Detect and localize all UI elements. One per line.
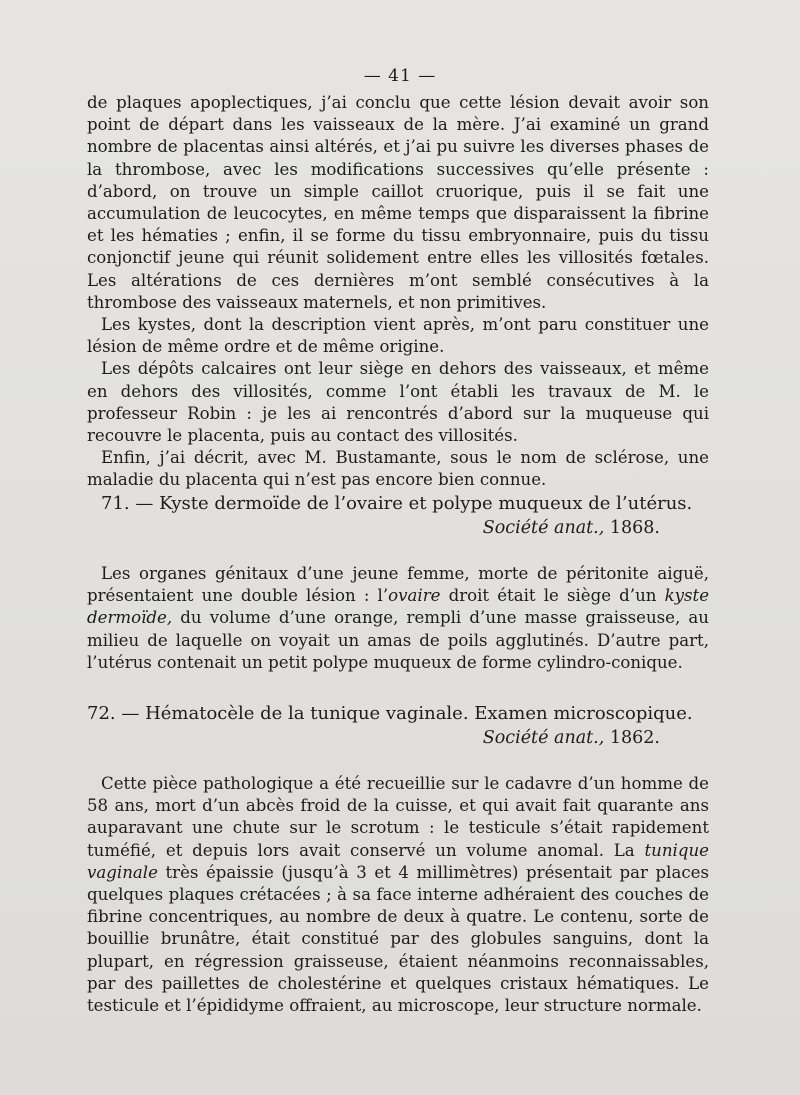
entry-72-text-a: Cette pièce pathologique a été recueillie sur le cadavre d’un homme de 58 ans, mort d’un abcès froid de la cuisse, et qui avait fait quarante ans auparavant une chute sur le scrotum : le testicule s’était rapidement tuméfié, et depuis lors avait conservé un volume anomal. La — [87, 774, 709, 860]
intro-paragraph-4: Enfin, j’ai décrit, avec M. Bustamante, sous le nom de sclérose, une maladie du placenta qui n’est pas encore bien connue. — [87, 448, 709, 490]
entry-71-title: 71. — Kyste dermoïde de l’ovaire et polype muqueux de l’utérus. — [101, 493, 693, 514]
entry-72-source-year: 1862. — [609, 728, 660, 748]
entry-72-title: 72. — Hématocèle de la tunique vaginale. Examen microscopique. — [87, 703, 693, 724]
entry-72-paragraph — [87, 773, 709, 1017]
intro-paragraph-2: Les kystes, dont la description vient après, m’ont paru constituer une lésion de même ordre et de même origine. — [87, 315, 709, 357]
intro-paragraph-3: Les dépôts calcaires ont leur siège en dehors des vaisseaux, et même en dehors des villosités, comme l’ont établi les travaux de M. le professeur Robin : je les ai rencontrés d’abord sur la muqueuse qui recouvre le placenta, puis au contact des villosités. — [87, 359, 709, 446]
intro-text — [87, 92, 709, 492]
entry-71-source-year: 1868. — [609, 518, 660, 538]
entry-72-source-name: Société anat., — [482, 728, 605, 748]
page-number: — 41 — — [363, 66, 437, 86]
entry-71-text-kyste: kyste dermoïde, — [87, 586, 710, 628]
entry-71-source-name: Société anat., — [482, 518, 605, 538]
entry-71-text-a: Les organes génitaux d’une jeune femme, morte de péritonite aiguë, présentaient une double lésion : l’ — [87, 564, 709, 606]
entry-71-body — [87, 563, 709, 674]
entry-72-text-c: très épaissie (jusqu’à 3 et 4 millimètres) présentait par places quelques plaques crétacées ; à sa face interne adhéraient des couches de fibrine concentriques, au nombre de deux à quatre. Le contenu, sorte de bouillie brunâtre, était constitué par des globules sanguins, dont la plupart, en régression graisseuse, étaient néanmoins reconnaissables, par des paillettes de cholestérine et quelques cristaux hématiques. Le testicule et l’épididyme offraient, au microscope, leur structure normale. — [87, 862, 709, 1016]
entry-71-text-e: du volume d’une orange, rempli d’une masse graisseuse, au milieu de laquelle on voyait un amas de poils agglutinés. D’autre part, l’utérus contenait un petit polype muqueux de forme cylindro-conique. — [87, 608, 709, 672]
entry-72-text-tunique: tunique vaginale — [87, 840, 709, 882]
intro-paragraph-1: de plaques apoplectiques, j’ai conclu que cette lésion devait avoir son point de départ dans les vaisseaux de la mère. J’ai examiné un grand nombre de placentas ainsi altérés, et j’ai pu suivre les diverses phases de la thrombose, avec les modifications successives qu’elle présente : d’abord, on trouve un simple caillot cruorique, puis il se fait une accumulation de leucocytes, en même temps que disparaissent la fibrine et les hématies ; enfin, il se forme du tissu embryonnaire, puis du tissu conjonctif jeune qui réunit solidement entre elles les villosités fœtales. Les altérations de ces dernières m’ont semblé consécutives à la thrombose des vaisseaux maternels, et non primitives. — [87, 93, 709, 312]
entry-71-text-ovaire: ovaire — [388, 586, 441, 606]
entry-71-text-c: droit était le siège d’un — [440, 586, 665, 606]
entry-72-source — [483, 726, 660, 750]
entry-72-body — [87, 773, 709, 1017]
entry-71-paragraph — [87, 563, 709, 674]
entry-71-source — [483, 516, 660, 540]
